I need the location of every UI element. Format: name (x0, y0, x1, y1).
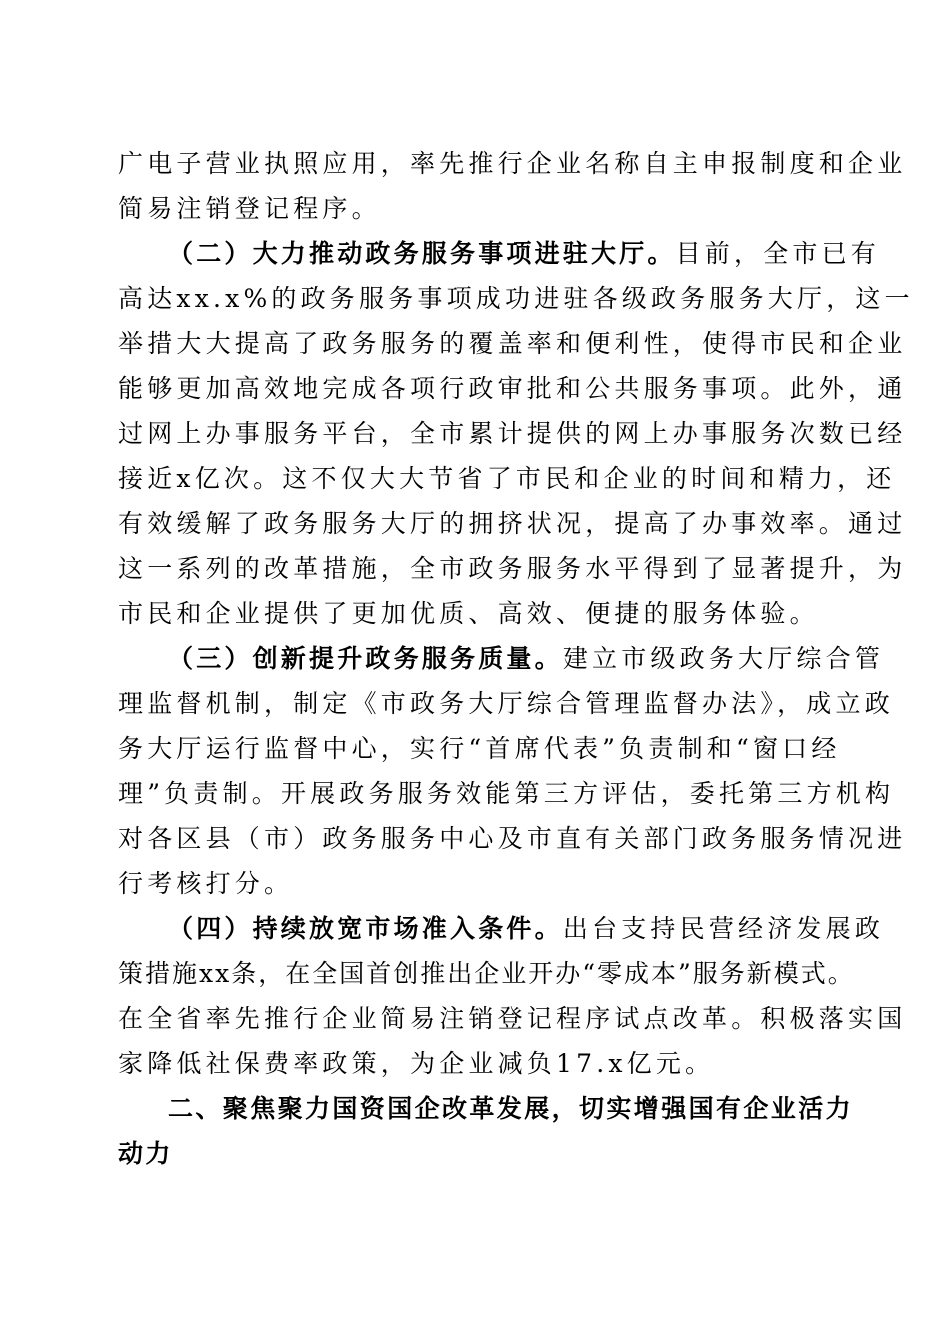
paragraph-first-line (168, 238, 881, 270)
paragraph-line: 接近x亿次。这不仅大大节省了市民和企业的时间和精力，还 (118, 464, 896, 493)
paragraph-line: 务大厅运行监督中心，实行“首席代表”负责制和“窗口经 (118, 734, 841, 763)
paragraph-heading: （二）大力推动政务服务事项进驻大厅。 (168, 239, 676, 268)
paragraph-heading: （四）持续放宽市场准入条件。 (168, 914, 563, 943)
paragraph-line: 广电子营业执照应用，率先推行企业名称自主申报制度和企业 (118, 149, 907, 178)
section-heading-line: 动力 (118, 1139, 173, 1168)
paragraph-first-line (168, 913, 885, 945)
paragraph-line: 市民和企业提供了更加优质、高效、便捷的服务体验。 (118, 599, 819, 628)
paragraph-line: 过网上办事服务平台，全市累计提供的网上办事服务次数已经 (118, 419, 907, 448)
paragraph-line: 有效缓解了政务服务大厅的拥挤状况，提高了办事效率。通过 (118, 509, 907, 538)
paragraph-line: 理监督机制，制定《市政务大厅综合管理监督办法》，成立政 (118, 689, 894, 718)
paragraph-line: 理”负责制。开展政务服务效能第三方评估，委托第三方机构 (118, 779, 895, 808)
paragraph-text: 出台支持民营经济发展政 (562, 914, 885, 943)
paragraph-line: 高达xx.x%的政务服务事项成功进驻各级政务服务大厅，这一 (118, 284, 914, 313)
paragraph-text: 目前，全市已有 (675, 239, 881, 268)
paragraph-text: 建立市级政务大厅综合管 (562, 644, 885, 673)
paragraph-line: 能够更加高效地完成各项行政审批和公共服务事项。此外，通 (118, 374, 907, 403)
paragraph-first-line (168, 643, 885, 675)
paragraph-line: 举措大大提高了政务服务的覆盖率和便利性，使得市民和企业 (118, 329, 907, 358)
paragraph-line: 家降低社保费率政策，为企业减负17.x亿元。 (118, 1049, 715, 1078)
paragraph-line: 在全省率先推行企业简易注销登记程序试点改革。积极落实国 (118, 1004, 907, 1033)
paragraph-line: 行考核打分。 (118, 869, 294, 898)
paragraph-heading: （三）创新提升政务服务质量。 (168, 644, 563, 673)
section-heading-line: 二、聚焦聚力国资国企改革发展，切实增强国有企业活力 (168, 1094, 854, 1123)
paragraph-line: 简易注销登记程序。 (118, 194, 381, 223)
paragraph-line: 策措施xx条，在全国首创推出企业开办“零成本”服务新模式。 (118, 959, 855, 988)
paragraph-line: 对各区县（市）政务服务中心及市直有关部门政务服务情况进 (118, 824, 907, 853)
paragraph-line: 这一系列的改革措施，全市政务服务水平得到了显著提升，为 (118, 554, 907, 583)
